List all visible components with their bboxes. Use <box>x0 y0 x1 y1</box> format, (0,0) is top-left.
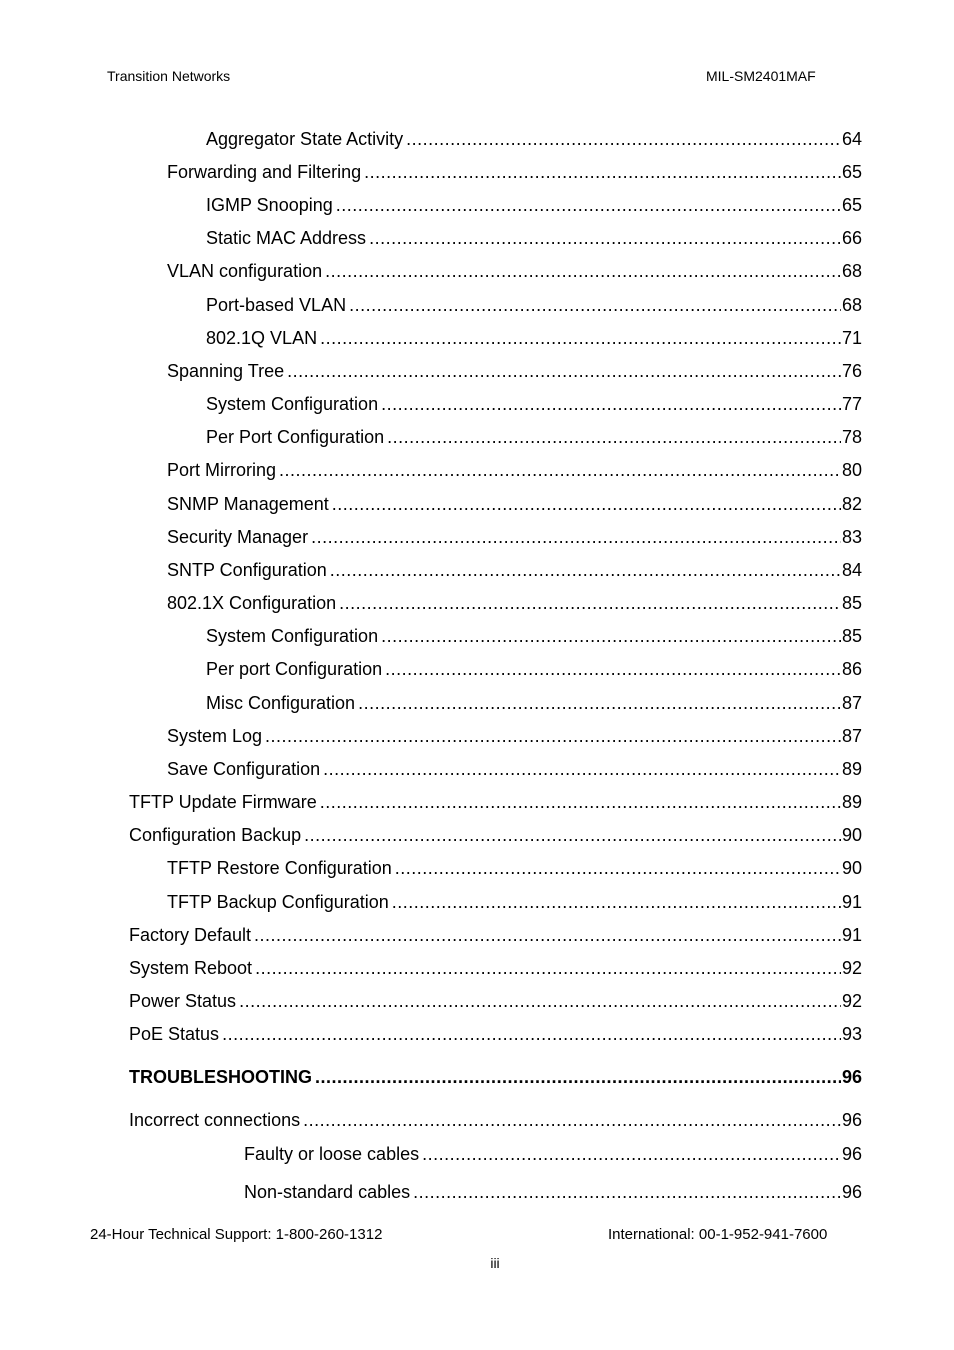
toc-entry-title: Non-standard cables <box>244 1182 411 1202</box>
toc-entry-page: 78 <box>841 427 862 447</box>
header-company: Transition Networks <box>107 68 231 84</box>
toc-entry-title: Port-based VLAN <box>206 295 347 315</box>
toc-entry-page: 85 <box>841 593 862 613</box>
toc-entry[interactable] <box>129 1019 862 1045</box>
footer-international-phone: International: 00-1-952-941-7600 <box>608 1226 828 1243</box>
toc-dot-leader <box>332 493 841 515</box>
toc-dot-leader <box>369 227 841 249</box>
toc-entry[interactable] <box>206 190 862 216</box>
toc-dot-leader <box>381 625 841 647</box>
toc-dot-leader <box>320 791 841 813</box>
toc-dot-leader <box>330 559 841 581</box>
toc-entry-title: TFTP Update Firmware <box>129 792 317 812</box>
toc-dot-leader <box>287 360 841 382</box>
toc-entry-page: 68 <box>841 295 862 315</box>
toc-entry[interactable] <box>206 323 862 349</box>
toc-entry[interactable] <box>167 522 862 548</box>
toc-entry[interactable] <box>206 223 862 249</box>
toc-dot-leader <box>255 957 841 979</box>
toc-dot-leader <box>422 1143 841 1165</box>
toc-dot-leader <box>303 1109 841 1131</box>
toc-entry-title: Misc Configuration <box>206 693 356 713</box>
toc-entry-title: IGMP Snooping <box>206 195 333 215</box>
toc-entry-page: 96 <box>841 1110 862 1130</box>
toc-dot-leader <box>320 327 841 349</box>
toc-entry-title: Aggregator State Activity <box>206 129 404 149</box>
toc-entry-page: 71 <box>841 328 862 348</box>
toc-entry-title: System Reboot <box>129 958 253 978</box>
toc-entry[interactable] <box>167 754 862 780</box>
toc-entry[interactable] <box>167 887 862 913</box>
toc-entry-title: SNTP Configuration <box>167 560 327 580</box>
toc-dot-leader <box>279 459 841 481</box>
toc-dot-leader <box>413 1181 841 1203</box>
toc-dot-leader <box>392 891 841 913</box>
toc-entry-title: Per port Configuration <box>206 659 383 679</box>
toc-dot-leader <box>339 592 841 614</box>
toc-entry-title: TFTP Backup Configuration <box>167 892 389 912</box>
page-number: iii <box>490 1255 500 1271</box>
toc-dot-leader <box>381 393 841 415</box>
toc-entry-page: 89 <box>841 792 862 812</box>
toc-entry-title: Incorrect connections <box>129 1110 301 1130</box>
toc-entry-title: Faulty or loose cables <box>244 1144 420 1164</box>
toc-entry[interactable] <box>129 1105 862 1131</box>
toc-entry[interactable] <box>129 787 862 813</box>
toc-entry-title: 802.1Q VLAN <box>206 328 318 348</box>
toc-entry-page: 87 <box>841 726 862 746</box>
toc-entry[interactable] <box>206 422 862 448</box>
toc-entry[interactable] <box>206 290 862 316</box>
toc-entry-title: TROUBLESHOOTING <box>129 1067 312 1087</box>
toc-dot-leader <box>311 526 841 548</box>
toc-entry-page: 90 <box>841 858 862 878</box>
toc-dot-leader <box>315 1066 841 1088</box>
toc-entry[interactable] <box>167 721 862 747</box>
toc-entry-title: TFTP Restore Configuration <box>167 858 392 878</box>
toc-entry[interactable] <box>167 555 862 581</box>
toc-dot-leader <box>304 824 841 846</box>
toc-dot-leader <box>222 1023 841 1045</box>
toc-entry-page: 76 <box>841 361 862 381</box>
toc-entry[interactable] <box>244 1139 862 1165</box>
toc-dot-leader <box>323 758 841 780</box>
toc-entry-page: 84 <box>841 560 862 580</box>
toc-entry-page: 86 <box>841 659 862 679</box>
footer-support-phone: 24-Hour Technical Support: 1-800-260-1312 <box>90 1226 383 1243</box>
toc-entry-page: 66 <box>841 228 862 248</box>
toc-entry-title: Security Manager <box>167 527 309 547</box>
toc-entry-page: 65 <box>841 195 862 215</box>
toc-dot-leader <box>406 128 841 150</box>
toc-entry-title: 802.1X Configuration <box>167 593 337 613</box>
toc-dot-leader <box>349 294 841 316</box>
toc-entry-page: 92 <box>841 958 862 978</box>
toc-entry-title: SNMP Management <box>167 494 329 514</box>
toc-entry-page: 91 <box>841 925 862 945</box>
toc-entry-title: Port Mirroring <box>167 460 277 480</box>
toc-entry-title: Factory Default <box>129 925 252 945</box>
toc-dot-leader <box>385 658 841 680</box>
toc-entry-title: Per Port Configuration <box>206 427 385 447</box>
toc-entry[interactable] <box>206 124 862 150</box>
toc-entry-title: System Configuration <box>206 626 379 646</box>
toc-entry-title: Power Status <box>129 991 237 1011</box>
toc-entry[interactable] <box>167 853 862 879</box>
toc-entry-page: 96 <box>841 1067 862 1087</box>
toc-dot-leader <box>265 725 841 747</box>
toc-dot-leader <box>254 924 841 946</box>
toc-entry-title: Save Configuration <box>167 759 321 779</box>
toc-entry-page: 83 <box>841 527 862 547</box>
toc-entry-page: 89 <box>841 759 862 779</box>
toc-entry[interactable] <box>129 920 862 946</box>
toc-entry[interactable] <box>244 1177 862 1203</box>
toc-entry-page: 96 <box>841 1182 862 1202</box>
toc-entry[interactable] <box>129 1062 862 1088</box>
toc-dot-leader <box>387 426 841 448</box>
toc-entry[interactable] <box>206 621 862 647</box>
toc-entry-title: PoE Status <box>129 1024 220 1044</box>
header-model: MIL-SM2401MAF <box>706 68 816 84</box>
toc-entry[interactable] <box>129 820 862 846</box>
toc-entry[interactable] <box>167 489 862 515</box>
toc-entry[interactable] <box>167 588 862 614</box>
toc-dot-leader <box>358 692 841 714</box>
toc-dot-leader <box>325 260 841 282</box>
toc-entry-page: 92 <box>841 991 862 1011</box>
toc-entry-page: 77 <box>841 394 862 414</box>
toc-entry-title: Forwarding and Filtering <box>167 162 362 182</box>
toc-entry-page: 85 <box>841 626 862 646</box>
toc-entry-title: Static MAC Address <box>206 228 367 248</box>
toc-entry[interactable] <box>167 256 862 282</box>
toc-dot-leader <box>364 161 841 183</box>
toc-dot-leader <box>395 857 841 879</box>
toc-entry-page: 96 <box>841 1144 862 1164</box>
toc-entry-page: 93 <box>841 1024 862 1044</box>
toc-entry-page: 68 <box>841 261 862 281</box>
toc-entry[interactable] <box>129 986 862 1012</box>
toc-entry[interactable] <box>206 688 862 714</box>
toc-entry-title: System Configuration <box>206 394 379 414</box>
toc-entry-page: 80 <box>841 460 862 480</box>
toc-entry-title: Configuration Backup <box>129 825 302 845</box>
toc-entry[interactable] <box>167 356 862 382</box>
toc-entry-page: 90 <box>841 825 862 845</box>
toc-entry[interactable] <box>206 389 862 415</box>
toc-entry[interactable] <box>167 157 862 183</box>
toc-entry-page: 82 <box>841 494 862 514</box>
toc-entry-page: 64 <box>841 129 862 149</box>
toc-dot-leader <box>239 990 841 1012</box>
toc-entry-title: System Log <box>167 726 263 746</box>
toc-dot-leader <box>336 194 841 216</box>
toc-entry[interactable] <box>129 953 862 979</box>
toc-entry-page: 87 <box>841 693 862 713</box>
toc-entry-page: 65 <box>841 162 862 182</box>
toc-entry-title: VLAN configuration <box>167 261 323 281</box>
toc-entry[interactable] <box>206 654 862 680</box>
toc-entry-page: 91 <box>841 892 862 912</box>
toc-entry[interactable] <box>167 455 862 481</box>
toc-entry-title: Spanning Tree <box>167 361 285 381</box>
